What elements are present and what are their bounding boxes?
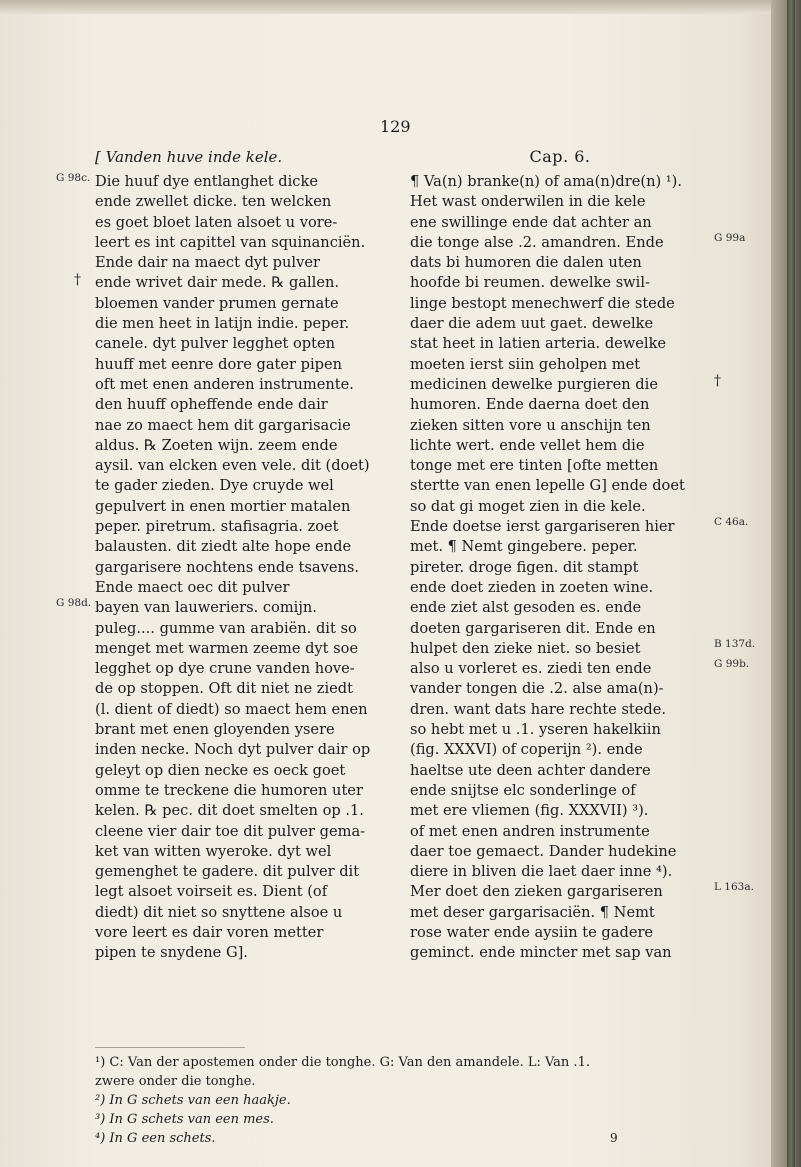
- right-text-line: medicinen dewelke purgieren die: [410, 375, 658, 393]
- margin-ref-l163a: L 163a.: [714, 881, 754, 893]
- right-text-line: of met enen andren instrumente: [410, 822, 650, 840]
- right-text-line: die tonge alse .2. amandren. Ende: [410, 233, 664, 251]
- margin-ref-b137d: B 137d.: [714, 638, 756, 650]
- left-text-line: menget met warmen zeeme dyt soe: [95, 639, 359, 657]
- right-text-line: (fig. XXXVI) of coperijn ²). ende: [410, 741, 643, 759]
- left-text-line: ende wrivet dair mede. ℞ gallen.: [95, 274, 340, 292]
- left-text-line: ket van witten wyeroke. dyt wel: [95, 842, 332, 860]
- dagger-mark-right: †: [714, 373, 721, 389]
- left-text-line: Die huuf dye entlanghet dicke: [95, 173, 318, 190]
- right-text-line: Het wast onderwilen in die kele: [410, 193, 646, 211]
- left-text-line: gepulvert in enen mortier matalen: [95, 497, 351, 515]
- footnote-rule: [95, 1047, 245, 1048]
- right-text-line: Ende doetse ierst gargariseren hier: [410, 518, 675, 536]
- left-text-line: huuff met eenre dore gater pipen: [95, 355, 343, 373]
- right-text-line: met deser gargarisaciën. ¶ Nemt: [410, 903, 655, 921]
- right-text-line: ende snijtse elc sonderlinge of: [410, 781, 636, 799]
- left-text-line: peper. piretrum. stafisagria. zoet: [95, 518, 339, 536]
- left-text-line: bayen van lauweriers. comijn.: [95, 599, 317, 617]
- left-text-line: omme te treckene die humoren uter: [95, 781, 363, 799]
- left-lines: [95, 172, 379, 964]
- left-text-line: diedt) dit niet so snyttene alsoe u: [95, 903, 343, 921]
- page-number: 129: [380, 117, 411, 136]
- left-text-line: kelen. ℞ pec. dit doet smelten op .1.: [95, 802, 364, 820]
- left-text-line: canele. dyt pulver legghet opten: [95, 335, 336, 353]
- left-text-line: leert es int capittel van squinanciën.: [95, 233, 366, 251]
- right-text-line: ¶ Va(n) branke(n) of ama(n)dre(n) ¹).: [410, 173, 682, 190]
- left-text-line: bloemen vander prumen gernate: [95, 294, 339, 312]
- footnote-line: ²) In G schets van een haakje.: [95, 1093, 291, 1108]
- right-text-line: zieken sitten vore u anschijn ten: [410, 416, 651, 434]
- footnote-line: ⁴) In G een schets.: [95, 1131, 216, 1146]
- dagger-mark-left: †: [74, 272, 81, 288]
- left-text-line: die men heet in latijn indie. peper.: [95, 315, 350, 333]
- signature-mark: 9: [610, 1131, 618, 1145]
- left-text-line: gemenghet te gadere. dit pulver dit: [95, 863, 360, 881]
- right-lines: [410, 172, 710, 964]
- right-text-line: linge bestopt menechwerf die stede: [410, 294, 675, 312]
- spine-binding: [787, 0, 795, 1167]
- right-text-line: ende doet zieden in zoeten wine.: [410, 578, 654, 596]
- right-column: [410, 142, 710, 964]
- left-text-line: aysil. van elcken even vele. dit (doet): [95, 457, 370, 475]
- right-text-line: met ere vliemen (fig. XXXVII) ³).: [410, 802, 649, 820]
- right-text-line: dren. want dats hare rechte stede.: [410, 700, 667, 718]
- right-text-line: lichte wert. ende vellet hem die: [410, 436, 645, 454]
- right-text-line: diere in bliven die laet daer inne ⁴).: [410, 863, 673, 881]
- left-text-line: legghet op dye crune vanden hove-: [95, 660, 355, 678]
- left-text-line: de op stoppen. Oft dit niet ne ziedt: [95, 680, 353, 698]
- right-text-line: doeten gargariseren dit. Ende en: [410, 619, 656, 637]
- left-text-line: pipen te snydene G].: [95, 944, 248, 962]
- right-text-line: ende ziet alst gesoden es. ende: [410, 599, 642, 617]
- right-text-line: pireter. droge figen. dit stampt: [410, 558, 639, 576]
- right-text-line: rose water ende aysiin te gadere: [410, 923, 654, 941]
- margin-ref-g98d: G 98d.: [56, 597, 92, 609]
- left-text-line: vore leert es dair voren metter: [95, 923, 324, 941]
- right-text-line: stat heet in latien arteria. dewelke: [410, 335, 667, 353]
- right-text-line: dats bi humoren die dalen uten: [410, 254, 642, 272]
- left-heading: [ Vanden huve inde kele.: [95, 148, 283, 166]
- left-text-line: brant met enen gloyenden ysere: [95, 721, 335, 739]
- page-top-edge: [0, 0, 801, 14]
- footnotes: [95, 1053, 715, 1148]
- right-text-line: so hebt met u .1. yseren hakelkiin: [410, 721, 661, 739]
- left-text-line: inden necke. Noch dyt pulver dair op: [95, 741, 371, 759]
- right-text-line: daer die adem uut gaet. dewelke: [410, 315, 654, 333]
- footnote-line: ¹) C: Van der apostemen onder die tonghe. G: Van den amandele. L: Van .1.: [95, 1055, 590, 1070]
- right-text-line: so dat gi moget zien in die kele.: [410, 497, 646, 515]
- right-text-line: tonge met ere tinten [ofte metten: [410, 457, 659, 475]
- footnote-line: ³) In G schets van een mes.: [95, 1112, 274, 1127]
- left-text-line: geleyt op dien necke es oeck goet: [95, 761, 346, 779]
- right-text-line: Mer doet den zieken gargariseren: [410, 883, 663, 901]
- footnote-line: zwere onder die tonghe.: [95, 1074, 256, 1089]
- left-text-line: nae zo maect hem dit gargarisacie: [95, 416, 351, 434]
- left-text-line: puleg.... gumme van arabiën. dit so: [95, 619, 357, 637]
- margin-ref-c46a: C 46a.: [714, 516, 749, 528]
- left-text-line: den huuff opheffende ende dair: [95, 396, 328, 414]
- left-column: [95, 142, 379, 964]
- margin-ref-g99a: G 99a: [714, 232, 746, 244]
- right-text-line: also u vorleret es. ziedi ten ende: [410, 660, 652, 678]
- chapter-heading: Cap. 6.: [529, 147, 591, 166]
- right-text-line: humoren. Ende daerna doet den: [410, 396, 650, 414]
- right-text-line: met. ¶ Nemt gingebere. peper.: [410, 538, 638, 556]
- left-text-line: te gader zieden. Dye cruyde wel: [95, 477, 334, 495]
- left-text-line: ende zwellet dicke. ten welcken: [95, 193, 332, 211]
- right-text-line: hoofde bi reumen. dewelke swil-: [410, 274, 650, 292]
- margin-ref-g99b: G 99b.: [714, 658, 750, 670]
- left-text-line: legt alsoet voirseit es. Dient (of: [95, 883, 328, 901]
- right-text-line: vander tongen die .2. alse ama(n)-: [410, 680, 664, 698]
- right-text-line: moeten ierst siin geholpen met: [410, 355, 641, 373]
- right-text-line: hulpet den zieke niet. so besiet: [410, 639, 641, 657]
- margin-ref-g98c: G 98c.: [56, 172, 91, 184]
- left-text-line: Ende dair na maect dyt pulver: [95, 254, 320, 272]
- left-text-line: cleene vier dair toe dit pulver gema-: [95, 822, 366, 840]
- right-text-line: stertte van enen lepelle G] ende doet: [410, 477, 685, 495]
- right-text-line: daer toe gemaect. Dander hudekine: [410, 842, 677, 860]
- left-text-line: oft met enen anderen instrumente.: [95, 375, 354, 393]
- right-text-line: geminct. ende mincter met sap van: [410, 944, 672, 962]
- left-text-line: es goet bloet laten alsoet u vore-: [95, 213, 338, 231]
- left-text-line: (l. dient of diedt) so maect hem enen: [95, 700, 368, 718]
- right-text-line: ene swillinge ende dat achter an: [410, 213, 652, 231]
- left-text-line: balausten. dit ziedt alte hope ende: [95, 538, 352, 556]
- book-spine: [771, 0, 801, 1167]
- left-text-line: aldus. ℞ Zoeten wijn. zeem ende: [95, 436, 338, 454]
- right-text-line: haeltse ute deen achter dandere: [410, 761, 651, 779]
- left-text-line: Ende maect oec dit pulver: [95, 578, 290, 596]
- left-text-line: gargarisere nochtens ende tsavens.: [95, 558, 359, 576]
